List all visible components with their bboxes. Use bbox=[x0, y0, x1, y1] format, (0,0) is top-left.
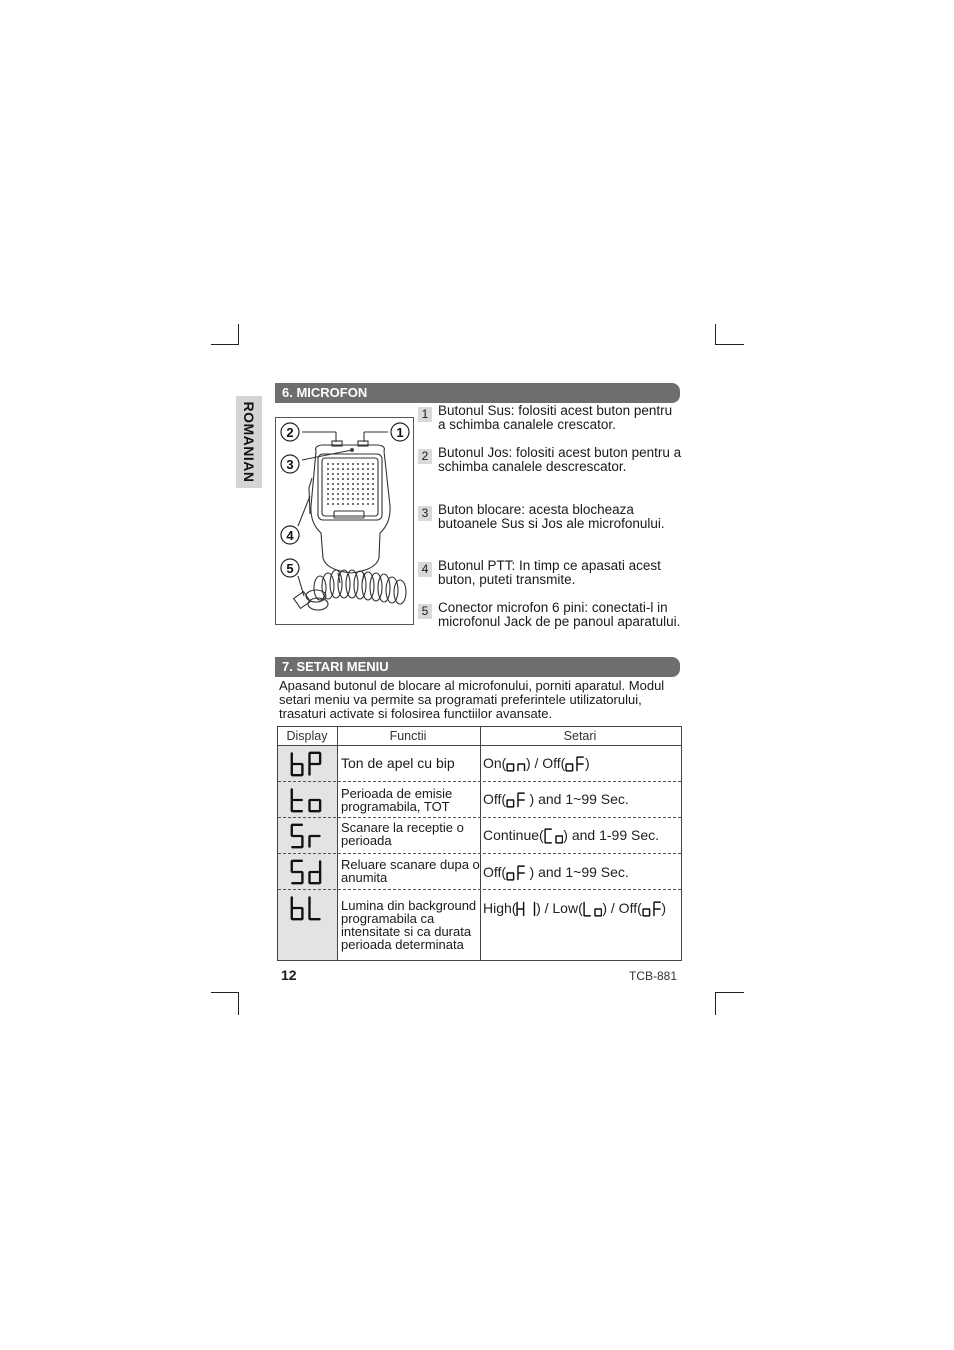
lcd-glyph bbox=[290, 787, 322, 813]
lcd-glyph bbox=[290, 895, 322, 921]
callout-3: 3 bbox=[286, 457, 294, 472]
row-divider bbox=[278, 889, 681, 890]
lcd-glyph bbox=[290, 823, 322, 849]
lcd-glyph bbox=[290, 859, 322, 885]
callout-1: 1 bbox=[396, 425, 404, 440]
lcd-glyph bbox=[506, 756, 526, 772]
crop-mark bbox=[211, 992, 239, 993]
lcd-glyph bbox=[290, 751, 322, 777]
lcd-glyph bbox=[544, 828, 564, 844]
microphone-figure bbox=[275, 417, 414, 625]
row-divider bbox=[278, 781, 681, 782]
lcd-glyph bbox=[583, 901, 603, 917]
page-number: 12 bbox=[281, 967, 297, 983]
crop-mark bbox=[715, 992, 716, 1015]
crop-mark bbox=[715, 324, 716, 345]
row-divider bbox=[278, 960, 681, 961]
crop-mark bbox=[715, 344, 744, 345]
model-name: TCB-881 bbox=[629, 969, 678, 983]
lcd-glyph bbox=[565, 756, 585, 772]
item-text: Butonul PTT: In timp ce apasati acest buton, puteti transmite. bbox=[438, 558, 661, 587]
row-divider bbox=[278, 817, 681, 818]
lcd-display-to bbox=[290, 787, 322, 813]
function-text: Reluare scanare dupa o anumita bbox=[341, 857, 480, 885]
lcd-glyph bbox=[506, 865, 526, 881]
row-divider bbox=[278, 745, 681, 746]
microphone-illustration bbox=[276, 418, 413, 624]
lcd-glyph bbox=[642, 901, 662, 917]
settings-value: Off( ) and 1~99 Sec. bbox=[483, 791, 629, 807]
callout-2: 2 bbox=[286, 425, 294, 440]
header-functii: Functii bbox=[389, 729, 427, 743]
item-number: 4 bbox=[418, 562, 432, 577]
settings-value: On( ) / Off( ) bbox=[483, 755, 590, 771]
crop-mark bbox=[238, 324, 239, 345]
function-text: Lumina din background programabila ca intensitate si ca durata perioada determinata bbox=[341, 898, 477, 952]
language-label: ROMANIAN bbox=[241, 401, 257, 483]
item-text: Butonul Sus: folositi acest buton pentru a schimba canalele crescator. bbox=[438, 403, 673, 432]
item-text: Conector microfon 6 pini: conectati-l in microfonul Jack de pe panoul aparatului. bbox=[438, 600, 681, 629]
callout-4: 4 bbox=[286, 528, 294, 543]
settings-value: Off( ) and 1~99 Sec. bbox=[483, 864, 629, 880]
lcd-display-sd bbox=[290, 859, 322, 885]
item-number: 3 bbox=[418, 506, 432, 521]
function-text: Scanare la receptie o perioada bbox=[341, 820, 464, 848]
header-display: Display bbox=[286, 729, 328, 743]
settings-value: High( ) / Low( ) / Off( ) bbox=[483, 900, 667, 916]
lcd-display-bl bbox=[290, 895, 322, 921]
section-7-intro: Apasand butonul de blocare al microfonului, porniti aparatul. Modul setari meniu va permite sa programati preferintele utilizatorului, trasaturi activate si folosirea functiilor avansate. bbox=[279, 678, 665, 721]
item-text: Buton blocare: acesta blocheaza butoanele Sus si Jos ale microfonului. bbox=[438, 502, 665, 531]
function-text: Ton de apel cu bip bbox=[341, 755, 455, 771]
lcd-display-sr bbox=[290, 823, 322, 849]
item-text: Butonul Jos: folositi acest buton pentru a schimba canalele descrescator. bbox=[438, 445, 682, 474]
lcd-display-bp bbox=[290, 751, 322, 777]
settings-table bbox=[277, 726, 682, 961]
section-7-heading: 7. SETARI MENIU bbox=[275, 657, 680, 677]
settings-value: Continue( ) and 1-99 Sec. bbox=[483, 827, 660, 843]
lcd-glyph bbox=[516, 901, 536, 917]
callout-5: 5 bbox=[286, 561, 294, 576]
section-6-heading: 6. MICROFON bbox=[275, 383, 680, 403]
column-divider bbox=[337, 727, 338, 960]
header-setari: Setari bbox=[563, 729, 597, 743]
row-divider bbox=[278, 853, 681, 854]
crop-mark bbox=[238, 992, 239, 1015]
crop-mark bbox=[211, 344, 239, 345]
function-text: Perioada de emisie programabila, TOT bbox=[341, 786, 453, 814]
crop-mark bbox=[715, 992, 744, 993]
item-number: 1 bbox=[418, 407, 432, 422]
language-tab bbox=[236, 396, 262, 488]
lcd-glyph bbox=[506, 792, 526, 808]
item-number: 5 bbox=[418, 604, 432, 619]
item-number: 2 bbox=[418, 449, 432, 464]
